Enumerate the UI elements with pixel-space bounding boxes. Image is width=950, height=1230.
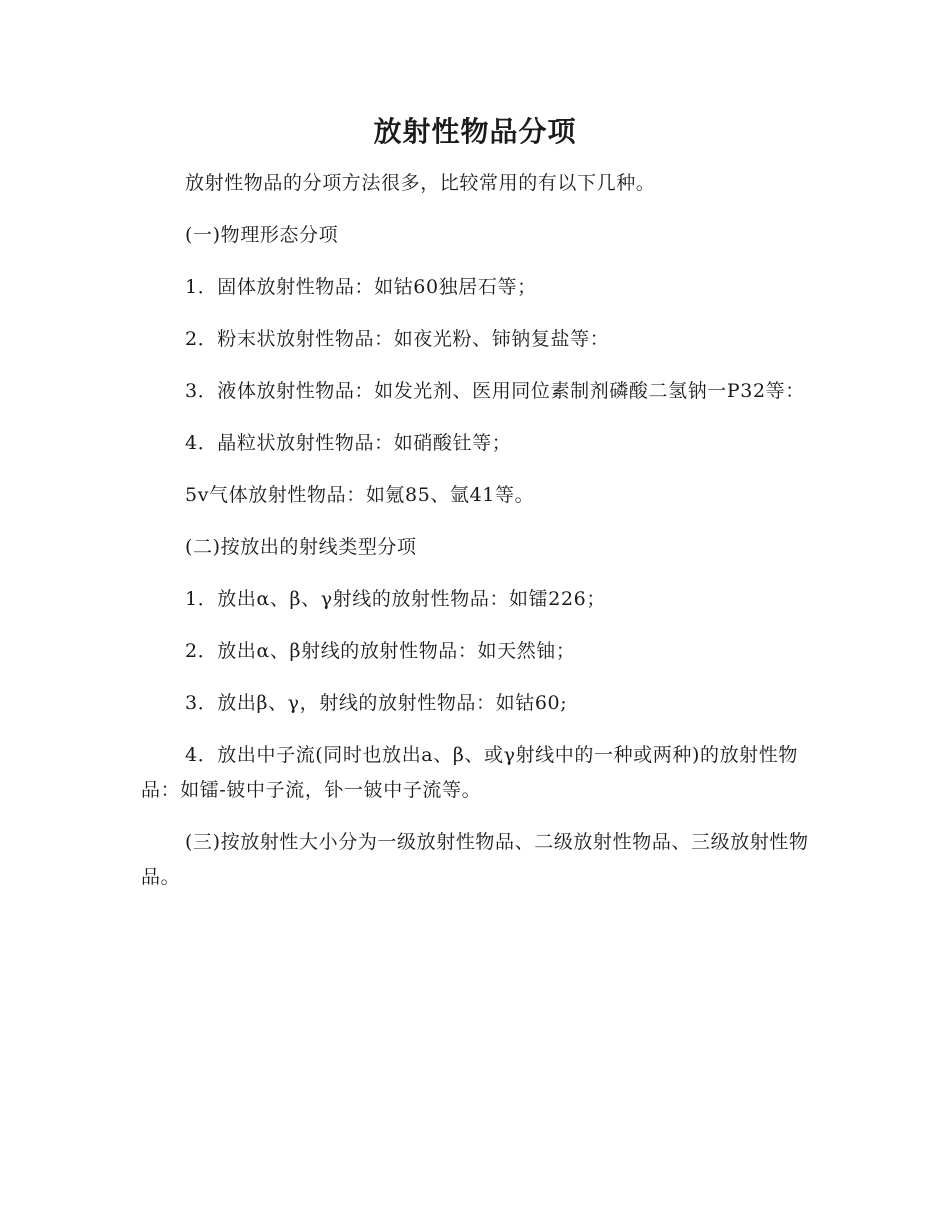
list-item-powder: 2．粉末状放射性物品：如夜光粉、铈钠复盐等： [185, 328, 610, 350]
intro-paragraph: 放射性物品的分项方法很多，比较常用的有以下几种。 [185, 172, 656, 194]
section-heading-physical-form: (一)物理形态分项 [185, 224, 339, 246]
document-title: 放射性物品分项 [373, 115, 577, 148]
list-item-alpha-beta-gamma: 1．放出α、β、γ射线的放射性物品：如镭226； [185, 588, 606, 610]
list-item-solid: 1．固体放射性物品：如钴60独居石等； [185, 276, 537, 298]
list-item-beta-gamma: 3．放出β、γ，射线的放射性物品：如钴60; [185, 692, 568, 714]
section-heading-level: (三)按放射性大小分为一级放射性物品、二级放射性物品、三级放射性物品。 [141, 831, 809, 888]
list-item-neutron: 4．放出中子流(同时也放出a、β、或γ射线中的一种或两种)的放射性物品：如镭-铍中子流，钋一铍中子流等。 [141, 744, 798, 801]
document-body [141, 166, 821, 912]
list-item-liquid: 3．液体放射性物品：如发光剂、医用同位素制剂磷酸二氢钠一P32等： [185, 380, 805, 402]
list-item-alpha-beta: 2．放出α、β射线的放射性物品：如天然铀； [185, 640, 576, 662]
section-heading-ray-type: (二)按放出的射线类型分项 [185, 536, 417, 558]
list-item-crystal: 4．晶粒状放射性物品：如硝酸钍等； [185, 432, 512, 454]
list-item-gas: 5v气体放射性物品：如氪85、氩41等。 [185, 484, 535, 506]
